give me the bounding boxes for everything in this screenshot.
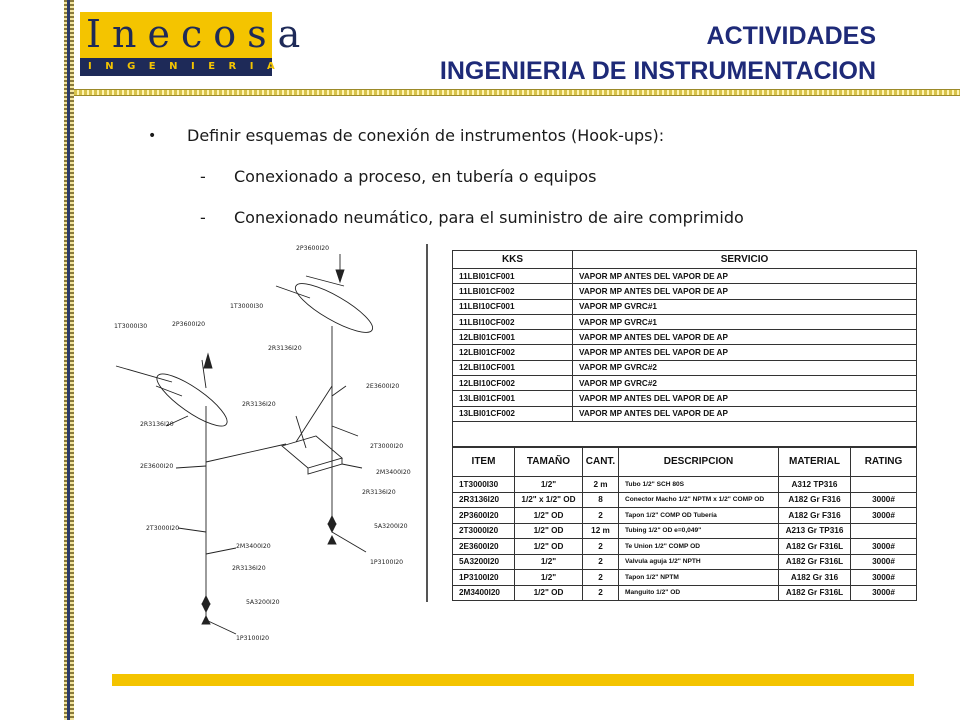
slide-title-line2: INGENIERIA DE INSTRUMENTACION [439, 57, 876, 85]
table-header-row [453, 251, 917, 269]
kks-cell: 13LBI01CF001 [453, 391, 573, 406]
servicio-cell: VAPOR MP ANTES DEL VAPOR DE AP [573, 330, 917, 345]
rating-cell: 3000# [851, 539, 917, 555]
material-header: MATERIAL [779, 447, 851, 477]
drawing-label: 1P3100I20 [370, 559, 404, 566]
kks-cell: 12LBI10CF001 [453, 360, 573, 375]
tamano-cell: 1/2" [515, 477, 583, 493]
descripcion-cell: Tapon 1/2" NPTM [619, 570, 779, 586]
bottom-accent-bar [112, 674, 914, 686]
descripcion-cell: Te Union 1/2" COMP OD [619, 539, 779, 555]
servicio-cell: VAPOR MP ANTES DEL VAPOR DE AP [573, 345, 917, 360]
descripcion-cell: Manguito 1/2" OD [619, 585, 779, 601]
logo-wordmark: Inecosa [86, 12, 312, 56]
table-row [453, 539, 917, 555]
table-row [453, 406, 917, 421]
logo-subtitle: INGENIERIA [88, 61, 289, 72]
sub-bullet-pneumatic: Conexionado neumático, para el suministro de aire comprimido [234, 208, 744, 227]
rating-header: RATING [851, 447, 917, 477]
spacer-cell [453, 421, 917, 447]
tamano-cell: 1/2" OD [515, 523, 583, 539]
tamano-cell: 1/2" OD [515, 508, 583, 524]
cant-cell: 2 [583, 539, 619, 555]
kks-cell: 11LBI01CF001 [453, 269, 573, 284]
material-cell: A213 Gr TP316 [779, 523, 851, 539]
material-cell: A182 Gr F316 [779, 492, 851, 508]
table-row [453, 299, 917, 314]
bullet-main: Definir esquemas de conexión de instrumentos (Hook-ups): [187, 126, 665, 145]
drawing-label: 5A3200I20 [246, 599, 280, 606]
cant-cell: 2 [583, 570, 619, 586]
table-row [453, 269, 917, 284]
tamano-header: TAMAÑO [515, 447, 583, 477]
table-row [453, 376, 917, 391]
rating-cell: 3000# [851, 492, 917, 508]
item-cell: 1P3100I20 [453, 570, 515, 586]
kks-service-table [452, 250, 917, 448]
table-row [453, 391, 917, 406]
rating-cell [851, 477, 917, 493]
servicio-cell: VAPOR MP ANTES DEL VAPOR DE AP [573, 391, 917, 406]
drawing-label: 2M3400I20 [236, 543, 271, 550]
cant-cell: 2 [583, 554, 619, 570]
table-row [453, 345, 917, 360]
table-row [453, 570, 917, 586]
kks-cell: 11LBI10CF002 [453, 314, 573, 329]
servicio-header: SERVICIO [573, 251, 917, 269]
servicio-cell: VAPOR MP ANTES DEL VAPOR DE AP [573, 406, 917, 421]
hookup-isometric-drawing [96, 236, 436, 652]
table-row [453, 492, 917, 508]
drawing-label: 2P3600I20 [172, 321, 206, 328]
item-cell: 1T3000I30 [453, 477, 515, 493]
servicio-cell: VAPOR MP ANTES DEL VAPOR DE AP [573, 284, 917, 299]
material-cell: A182 Gr 316 [779, 570, 851, 586]
cant-cell: 12 m [583, 523, 619, 539]
kks-cell: 12LBI01CF001 [453, 330, 573, 345]
servicio-cell: VAPOR MP GVRC#1 [573, 314, 917, 329]
tamano-cell: 1/2" x 1/2" OD [515, 492, 583, 508]
material-cell: A182 Gr F316L [779, 539, 851, 555]
drawing-label: 2R3136I20 [232, 565, 266, 572]
table-frame-line [426, 244, 428, 602]
material-cell: A182 Gr F316 [779, 508, 851, 524]
tamano-cell: 1/2" [515, 570, 583, 586]
drawing-label: 2R3136I20 [140, 421, 174, 428]
table-row [453, 477, 917, 493]
item-cell: 2T3000I20 [453, 523, 515, 539]
item-cell: 2E3600I20 [453, 539, 515, 555]
table-row [453, 284, 917, 299]
drawing-label: 1T3000I30 [230, 303, 264, 310]
tamano-cell: 1/2" [515, 554, 583, 570]
servicio-cell: VAPOR MP ANTES DEL VAPOR DE AP [573, 269, 917, 284]
descripcion-cell: Tapon 1/2" COMP OD Tubería [619, 508, 779, 524]
tamano-cell: 1/2" OD [515, 539, 583, 555]
rating-cell: 3000# [851, 570, 917, 586]
cant-cell: 2 m [583, 477, 619, 493]
table-row [453, 554, 917, 570]
material-cell: A182 Gr F316L [779, 554, 851, 570]
drawing-label: 2E3600I20 [140, 463, 174, 470]
table-row [453, 360, 917, 375]
kks-cell: 12LBI10CF002 [453, 376, 573, 391]
sub-bullet-dash: - [200, 208, 206, 227]
drawing-label: 2T3000I20 [370, 443, 404, 450]
drawing-label: 2E3600I20 [366, 383, 400, 390]
kks-header: KKS [453, 251, 573, 269]
drawing-label: 1T3000I30 [114, 323, 148, 330]
items-material-table [452, 446, 917, 601]
rating-cell: 3000# [851, 508, 917, 524]
drawing-label: 5A3200I20 [374, 523, 408, 530]
cant-cell: 2 [583, 508, 619, 524]
top-decorative-rule [74, 89, 960, 96]
table-row [453, 523, 917, 539]
drawing-label: 2M3400I20 [376, 469, 411, 476]
drawing-label: 2R3136I20 [242, 401, 276, 408]
material-cell: A182 Gr F316L [779, 585, 851, 601]
cant-header: CANT. [583, 447, 619, 477]
rating-cell [851, 523, 917, 539]
rating-cell: 3000# [851, 585, 917, 601]
item-cell: 5A3200I20 [453, 554, 515, 570]
bullet-marker: • [148, 128, 157, 144]
descripcion-header: DESCRIPCION [619, 447, 779, 477]
descripcion-cell: Conector Macho 1/2" NPTM x 1/2" COMP OD [619, 492, 779, 508]
item-header: ITEM [453, 447, 515, 477]
descripcion-cell: Valvula aguja 1/2" NPTH [619, 554, 779, 570]
inecosa-logo [80, 12, 312, 76]
drawing-label: 1P3100I20 [236, 635, 270, 642]
servicio-cell: VAPOR MP GVRC#1 [573, 299, 917, 314]
table-row [453, 508, 917, 524]
drawing-label: 2T3000I20 [146, 525, 180, 532]
kks-cell: 11LBI01CF002 [453, 284, 573, 299]
item-cell: 2P3600I20 [453, 508, 515, 524]
descripcion-cell: Tubo 1/2" SCH 80S [619, 477, 779, 493]
table-row [453, 330, 917, 345]
kks-cell: 13LBI01CF002 [453, 406, 573, 421]
sub-bullet-process: Conexionado a proceso, en tubería o equipos [234, 167, 597, 186]
descripcion-cell: Tubing 1/2" OD e=0,049" [619, 523, 779, 539]
slide-title-line1: ACTIVIDADES [706, 22, 876, 50]
drawing-label: 2R3136I20 [362, 489, 396, 496]
cant-cell: 2 [583, 585, 619, 601]
table-row [453, 585, 917, 601]
left-decorative-rule [64, 0, 74, 720]
cant-cell: 8 [583, 492, 619, 508]
tamano-cell: 1/2" OD [515, 585, 583, 601]
rating-cell: 3000# [851, 554, 917, 570]
servicio-cell: VAPOR MP GVRC#2 [573, 376, 917, 391]
table-row [453, 314, 917, 329]
table-header-row [453, 447, 917, 477]
material-cell: A312 TP316 [779, 477, 851, 493]
kks-cell: 12LBI01CF002 [453, 345, 573, 360]
servicio-cell: VAPOR MP GVRC#2 [573, 360, 917, 375]
item-cell: 2R3136I20 [453, 492, 515, 508]
kks-cell: 11LBI10CF001 [453, 299, 573, 314]
drawing-label: 2P3600I20 [296, 245, 330, 252]
drawing-label: 2R3136I20 [268, 345, 302, 352]
sub-bullet-dash: - [200, 167, 206, 186]
table-spacer-row [453, 421, 917, 447]
item-cell: 2M3400I20 [453, 585, 515, 601]
